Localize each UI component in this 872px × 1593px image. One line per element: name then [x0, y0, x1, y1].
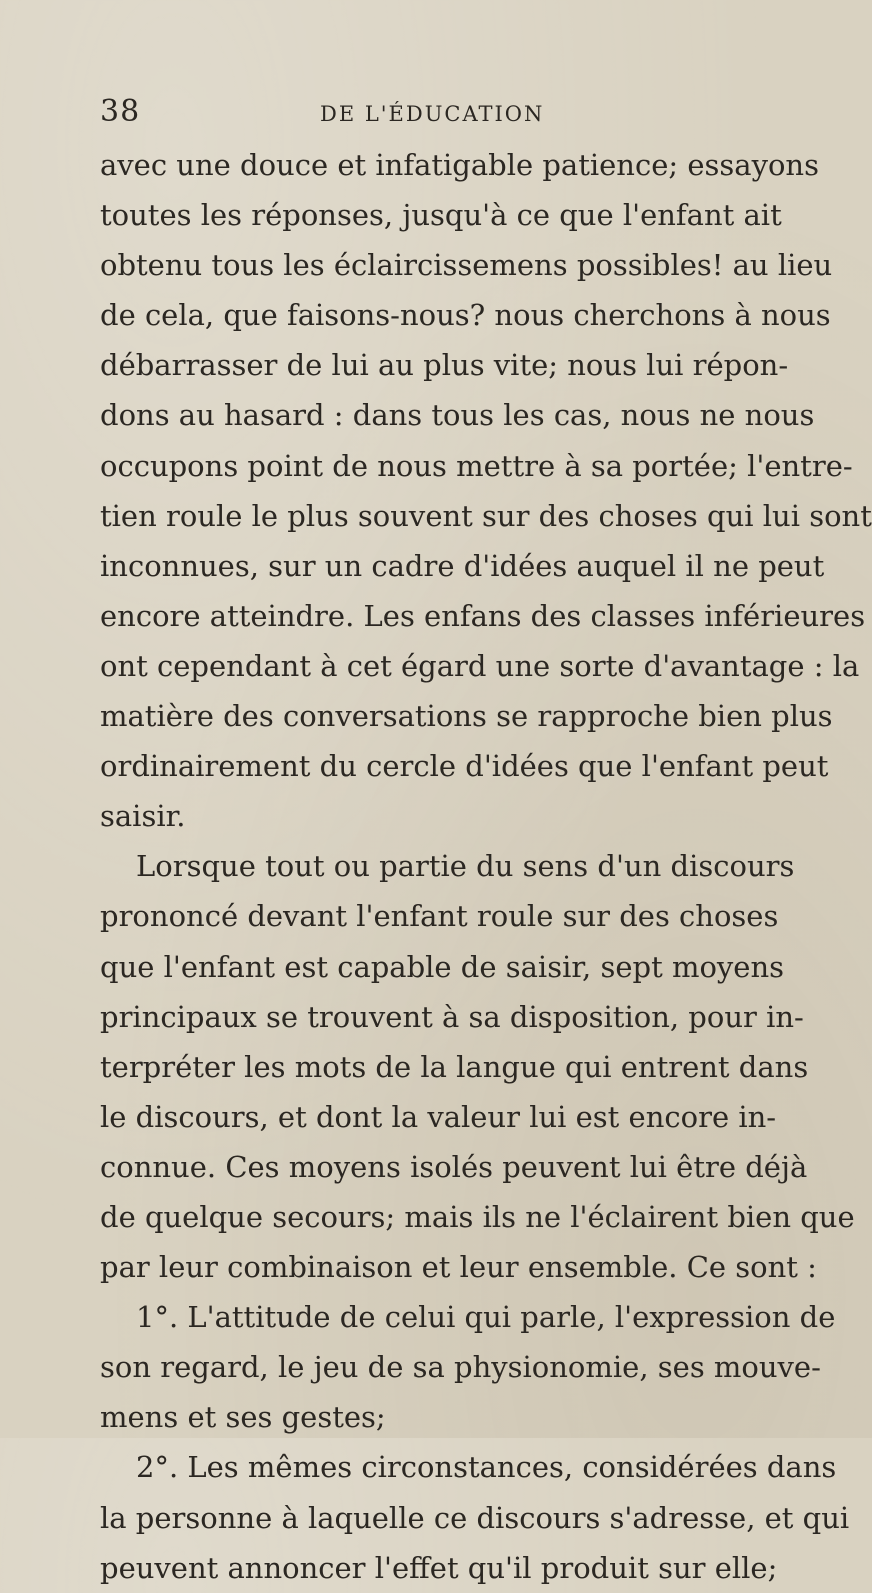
text-line: prononcé devant l'enfant roule sur des choses — [100, 899, 779, 934]
text-line: connue. Ces moyens isolés peuvent lui être déjà — [100, 1149, 808, 1184]
text-line: de cela, que faisons-nous? nous cherchons à nous — [100, 298, 831, 333]
running-title: DE L'ÉDUCATION — [320, 102, 545, 126]
text-line: obtenu tous les éclaircissemens possibles! au lieu — [100, 248, 833, 283]
text-line: avec une douce et infatigable patience; essayons — [100, 148, 819, 182]
list-item-line: 2°. Les mêmes circonstances, considérées dans — [136, 1450, 837, 1485]
text-line: tien roule le plus souvent sur des choses qui lui sont — [100, 498, 872, 533]
text-line: la personne à laquelle ce discours s'adresse, et qui — [100, 1500, 850, 1535]
text-line: matière des conversations se rapproche bien plus — [100, 699, 833, 734]
text-line: toutes les réponses, jusqu'à ce que l'enfant ait — [100, 198, 782, 233]
paragraph-start-line: Lorsque tout ou partie du sens d'un discours — [136, 849, 795, 884]
running-head — [100, 92, 760, 132]
text-line: encore atteindre. Les enfans des classes inférieures — [100, 598, 866, 633]
text-line: ont cependant à cet égard une sorte d'avantage : la — [100, 648, 860, 683]
body-text — [100, 140, 872, 1593]
page-number: 38 — [100, 94, 141, 129]
paragraph-end-line: saisir. — [100, 799, 186, 834]
text-line: ordinairement du cercle d'idées que l'enfant peut — [100, 749, 829, 784]
text-line: inconnues, sur un cadre d'idées auquel il ne peut — [100, 548, 825, 583]
text-line: que l'enfant est capable de saisir, sept moyens — [100, 949, 785, 984]
paragraph-end-line: mens et ses gestes; — [100, 1400, 386, 1435]
text-line: dons au hasard : dans tous les cas, nous ne nous — [100, 398, 815, 433]
text-line: principaux se trouvent à sa disposition, pour in- — [100, 999, 804, 1034]
list-item-line: 1°. L'attitude de celui qui parle, l'expression de — [136, 1300, 836, 1335]
text-line: terpréter les mots de la langue qui entrent dans — [100, 1049, 809, 1084]
text-line: débarrasser de lui au plus vite; nous lui répon- — [100, 348, 789, 383]
text-line: occupons point de nous mettre à sa portée; l'entre- — [100, 448, 853, 483]
text-line: de quelque secours; mais ils ne l'éclairent bien que — [100, 1199, 855, 1234]
text-line: peuvent annoncer l'effet qu'il produit sur elle; — [100, 1550, 778, 1585]
paragraph-end-line: par leur combinaison et leur ensemble. Ce sont : — [100, 1250, 817, 1285]
text-line: le discours, et dont la valeur lui est encore in- — [100, 1099, 777, 1134]
text-line: son regard, le jeu de sa physionomie, ses mouve- — [100, 1350, 821, 1385]
